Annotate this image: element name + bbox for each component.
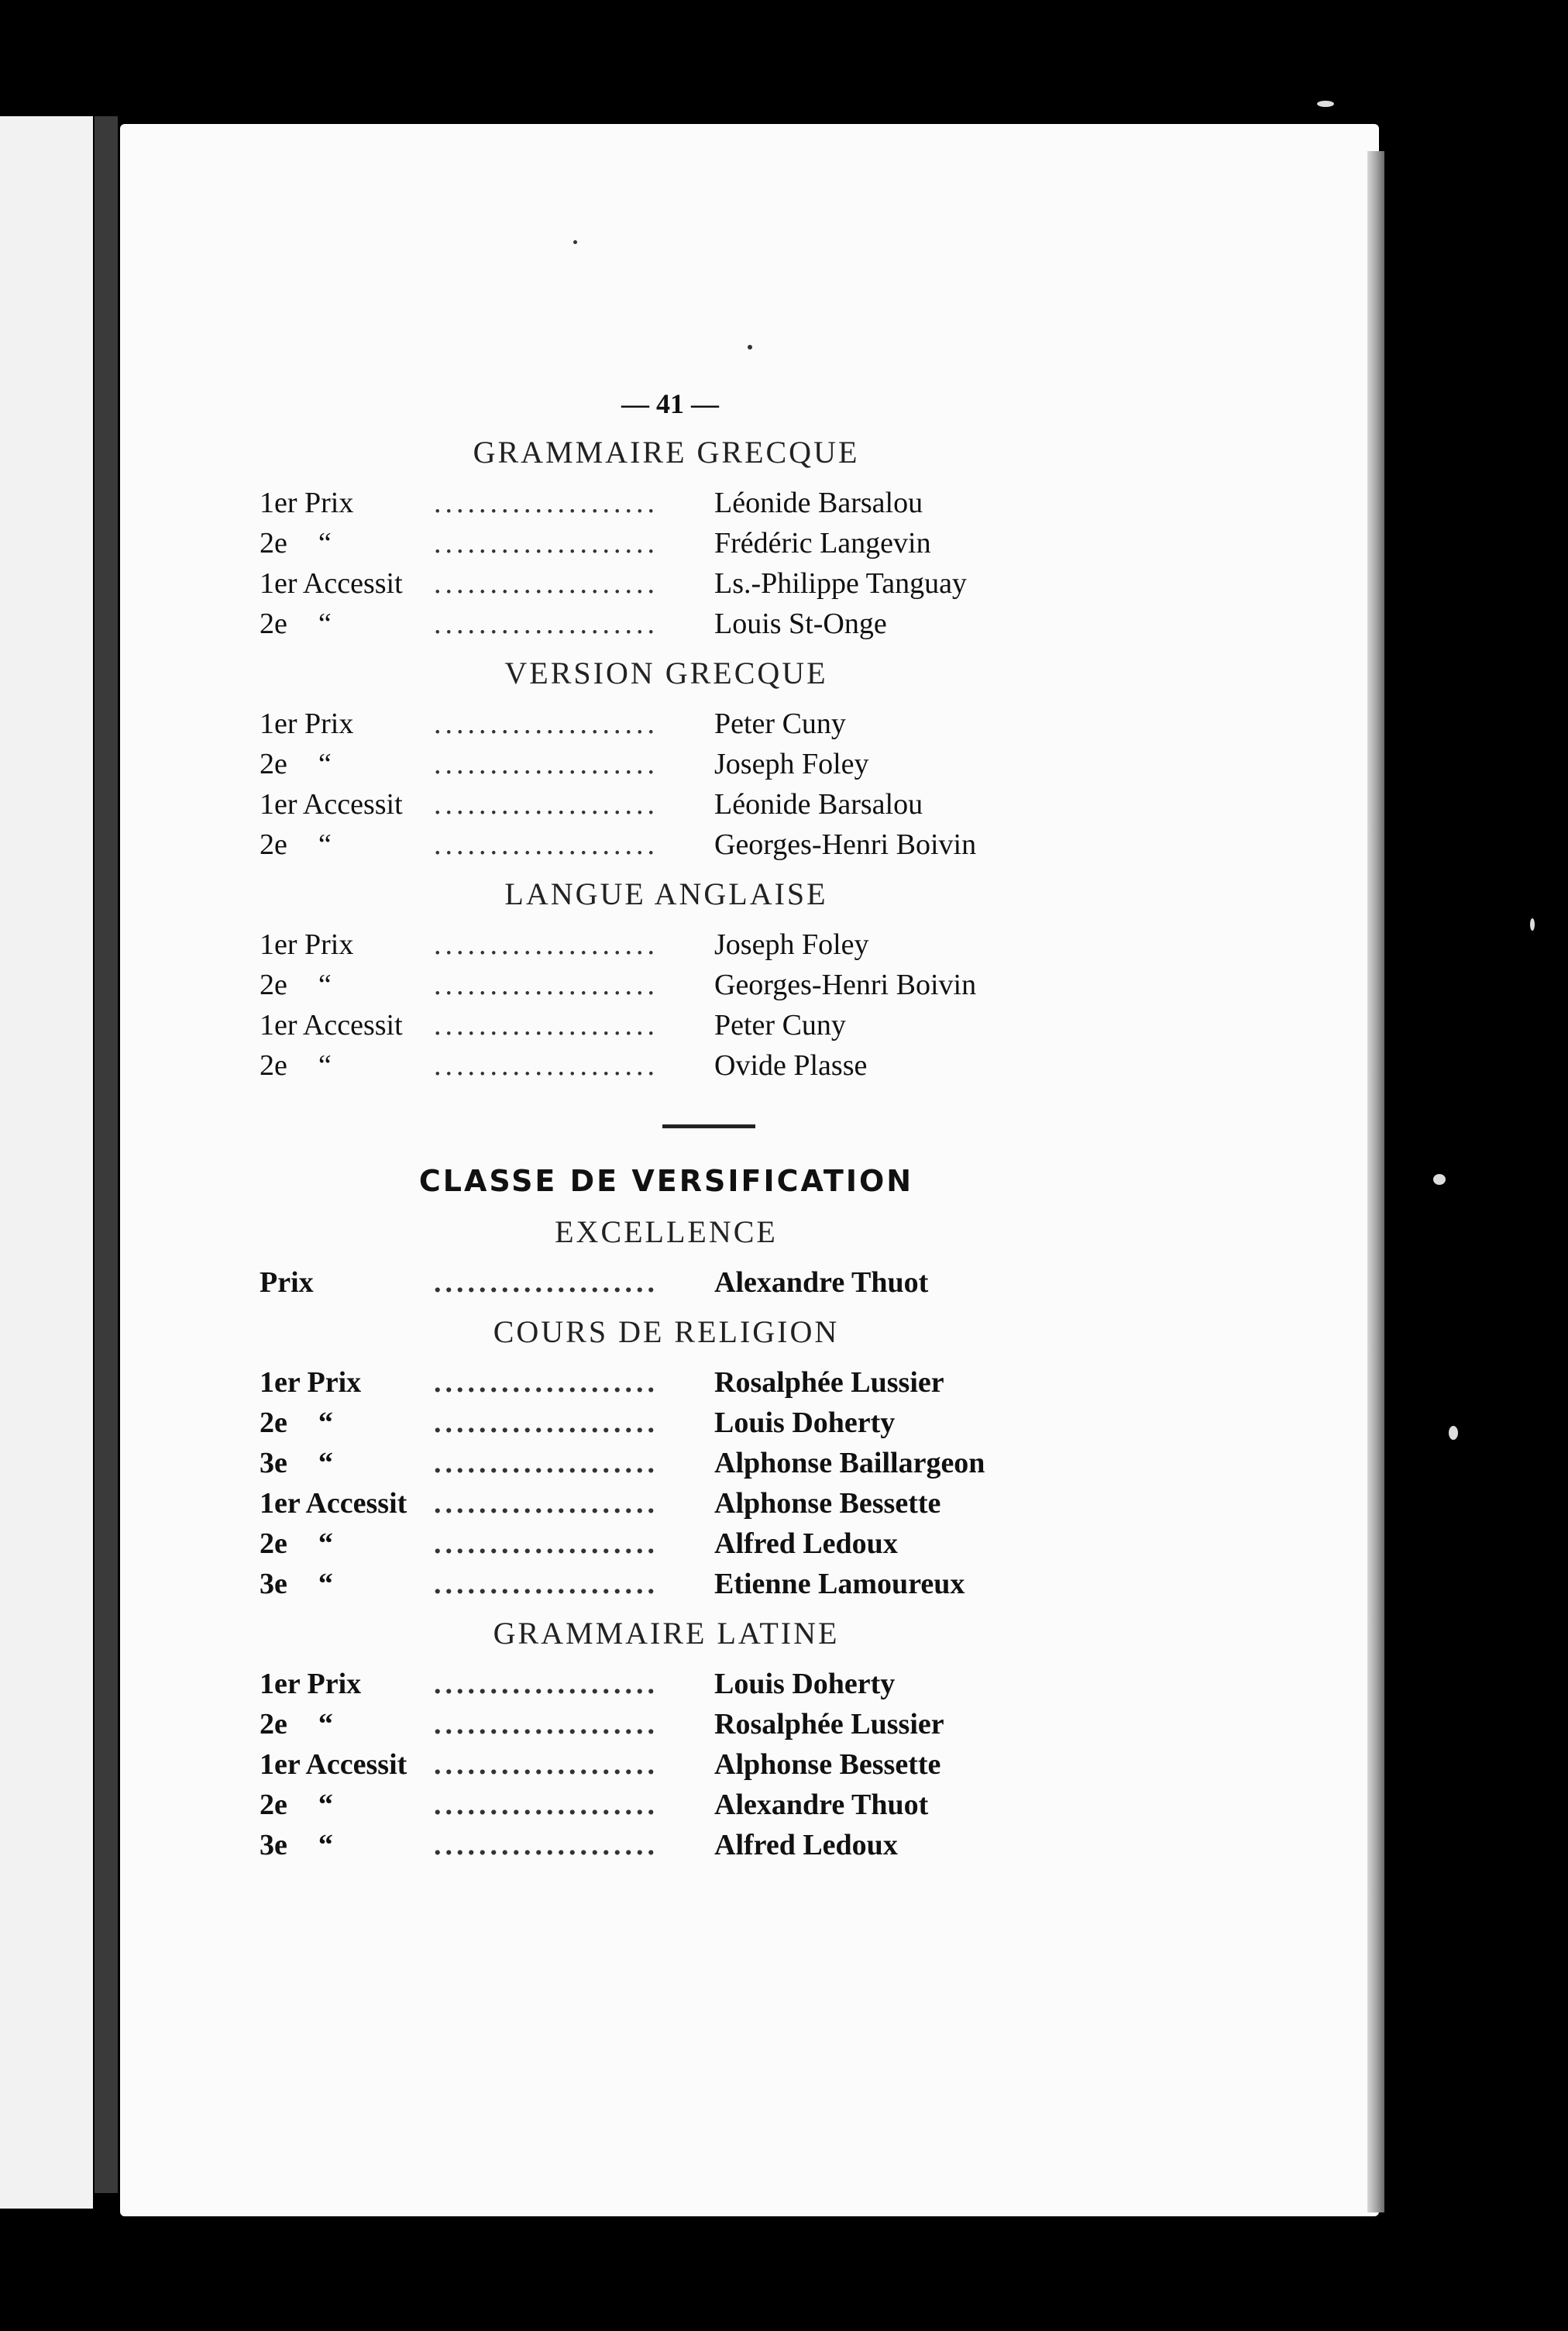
award-rank-label: 1er Prix bbox=[260, 1366, 362, 1399]
award-row bbox=[260, 924, 1073, 965]
leader-dots: .................... bbox=[434, 708, 658, 740]
ditto-mark: “ bbox=[318, 1708, 333, 1741]
adjacent-page-left bbox=[0, 116, 93, 2209]
page-edge bbox=[1367, 151, 1384, 2212]
leader-dots: .................... bbox=[434, 1009, 658, 1042]
scan-speck bbox=[573, 240, 577, 244]
leader-dots: .................... bbox=[434, 487, 658, 519]
recipient-name: Frédéric Langevin bbox=[714, 527, 931, 560]
award-list bbox=[260, 483, 1073, 644]
section-divider-rule bbox=[662, 1124, 755, 1128]
recipient-name: Georges-Henri Boivin bbox=[714, 969, 977, 1001]
award-rank bbox=[260, 1785, 434, 1825]
award-rank-label: 2e bbox=[260, 1789, 287, 1821]
ditto-mark: “ bbox=[318, 969, 332, 1001]
award-rank bbox=[260, 483, 434, 523]
recipient-name: Alphonse Bessette bbox=[714, 1748, 941, 1781]
award-rank-label: 3e bbox=[260, 1829, 287, 1861]
leader-dots: .................... bbox=[434, 1266, 658, 1299]
leader-dots: .................... bbox=[434, 567, 658, 600]
award-rank bbox=[260, 825, 434, 865]
award-row bbox=[260, 1443, 1073, 1483]
scan-speck bbox=[1530, 918, 1535, 931]
page-content bbox=[260, 387, 1073, 1865]
sections-bottom bbox=[260, 1214, 1073, 1865]
recipient-name: Peter Cuny bbox=[714, 1009, 846, 1042]
award-rank-label: 1er Prix bbox=[260, 487, 354, 519]
book-spine bbox=[95, 116, 118, 2193]
award-rank-label: 1er Prix bbox=[260, 1668, 362, 1700]
leader-dots: .................... bbox=[434, 1829, 658, 1861]
award-rank bbox=[260, 965, 434, 1005]
ditto-mark: “ bbox=[318, 608, 332, 640]
award-rank-label: 2e bbox=[260, 1049, 287, 1082]
leader-dots: .................... bbox=[434, 1568, 658, 1600]
award-rank-label: 2e bbox=[260, 527, 287, 560]
ditto-mark: “ bbox=[318, 1527, 333, 1560]
ditto-mark: “ bbox=[318, 828, 332, 861]
section-title: VERSION GRECQUE bbox=[504, 656, 828, 690]
leader-dots: .................... bbox=[434, 1487, 658, 1520]
award-row bbox=[260, 1403, 1073, 1443]
award-rank-label: Prix bbox=[260, 1266, 314, 1299]
class-title: CLASSE DE VERSIFICATION bbox=[418, 1164, 914, 1198]
award-row bbox=[260, 1262, 1073, 1303]
leader-dots: .................... bbox=[434, 1789, 658, 1821]
ditto-mark: “ bbox=[318, 1829, 333, 1861]
award-rank bbox=[260, 563, 434, 604]
award-rank bbox=[260, 784, 434, 825]
leader-dots: .................... bbox=[434, 1366, 658, 1399]
award-rank-label: 2e bbox=[260, 748, 287, 780]
section-title: EXCELLENCE bbox=[555, 1214, 778, 1249]
leader-dots: .................... bbox=[434, 1407, 658, 1439]
recipient-name: Louis Doherty bbox=[714, 1668, 896, 1700]
award-rank bbox=[260, 1744, 434, 1785]
award-row bbox=[260, 1785, 1073, 1825]
award-row bbox=[260, 563, 1073, 604]
award-rank bbox=[260, 1704, 434, 1744]
ditto-mark: “ bbox=[318, 1407, 333, 1439]
section-title: GRAMMAIRE LATINE bbox=[493, 1616, 840, 1651]
award-rank-label: 2e bbox=[260, 1527, 287, 1560]
award-rank bbox=[260, 523, 434, 563]
page-number: — 41 — bbox=[621, 388, 719, 419]
section-title: GRAMMAIRE GRECQUE bbox=[473, 435, 860, 470]
award-row bbox=[260, 744, 1073, 784]
award-row bbox=[260, 1524, 1073, 1564]
award-rank-label: 1er Prix bbox=[260, 708, 354, 740]
section-title: LANGUE ANGLAISE bbox=[504, 876, 828, 911]
recipient-name: Etienne Lamoureux bbox=[714, 1568, 965, 1600]
recipient-name: Ls.-Philippe Tanguay bbox=[714, 567, 967, 600]
award-rank-label: 2e bbox=[260, 1708, 287, 1741]
leader-dots: .................... bbox=[434, 527, 658, 560]
scan-speck bbox=[748, 345, 752, 349]
recipient-name: Léonide Barsalou bbox=[714, 788, 923, 821]
award-rank-label: 3e bbox=[260, 1568, 287, 1600]
recipient-name: Georges-Henri Boivin bbox=[714, 828, 977, 861]
ditto-mark: “ bbox=[318, 748, 332, 780]
award-list bbox=[260, 1362, 1073, 1604]
award-list bbox=[260, 704, 1073, 865]
recipient-name: Rosalphée Lussier bbox=[714, 1366, 944, 1399]
award-rank bbox=[260, 1483, 434, 1524]
award-list bbox=[260, 1664, 1073, 1865]
leader-dots: .................... bbox=[434, 1748, 658, 1781]
award-rank bbox=[260, 1664, 434, 1704]
recipient-name: Alfred Ledoux bbox=[714, 1527, 898, 1560]
award-rank-label: 1er Accessit bbox=[260, 1009, 403, 1042]
award-row bbox=[260, 1483, 1073, 1524]
leader-dots: .................... bbox=[434, 1447, 658, 1479]
award-rank-label: 1er Accessit bbox=[260, 788, 403, 821]
award-rank bbox=[260, 1825, 434, 1865]
recipient-name: Louis Doherty bbox=[714, 1407, 896, 1439]
award-list bbox=[260, 1262, 1073, 1303]
leader-dots: .................... bbox=[434, 969, 658, 1001]
award-rank bbox=[260, 1403, 434, 1443]
ditto-mark: “ bbox=[318, 1789, 333, 1821]
award-rank-label: 2e bbox=[260, 1407, 287, 1439]
recipient-name: Louis St-Onge bbox=[714, 608, 887, 640]
recipient-name: Alfred Ledoux bbox=[714, 1829, 898, 1861]
award-rank bbox=[260, 1005, 434, 1045]
recipient-name: Alphonse Bessette bbox=[714, 1487, 941, 1520]
award-row bbox=[260, 784, 1073, 825]
award-rank bbox=[260, 704, 434, 744]
award-rank-label: 1er Prix bbox=[260, 928, 354, 961]
award-row bbox=[260, 1045, 1073, 1086]
leader-dots: .................... bbox=[434, 1708, 658, 1741]
ditto-mark: “ bbox=[318, 1568, 333, 1600]
award-rank bbox=[260, 1564, 434, 1604]
award-row bbox=[260, 1664, 1073, 1704]
leader-dots: .................... bbox=[434, 608, 658, 640]
award-row bbox=[260, 1362, 1073, 1403]
leader-dots: .................... bbox=[434, 788, 658, 821]
leader-dots: .................... bbox=[434, 1527, 658, 1560]
recipient-name: Joseph Foley bbox=[714, 928, 869, 961]
award-rank-label: 1er Accessit bbox=[260, 1487, 407, 1520]
award-rank-label: 2e bbox=[260, 969, 287, 1001]
award-rank-label: 1er Accessit bbox=[260, 1748, 407, 1781]
award-row bbox=[260, 1744, 1073, 1785]
leader-dots: .................... bbox=[434, 1668, 658, 1700]
award-rank bbox=[260, 1524, 434, 1564]
recipient-name: Léonide Barsalou bbox=[714, 487, 923, 519]
ditto-mark: “ bbox=[318, 527, 332, 560]
ditto-mark: “ bbox=[318, 1447, 333, 1479]
ditto-mark: “ bbox=[318, 1049, 332, 1082]
award-rank-label: 3e bbox=[260, 1447, 287, 1479]
award-row bbox=[260, 825, 1073, 865]
award-row bbox=[260, 704, 1073, 744]
award-rank-label: 2e bbox=[260, 608, 287, 640]
award-list bbox=[260, 924, 1073, 1086]
recipient-name: Alphonse Baillargeon bbox=[714, 1447, 985, 1479]
award-row bbox=[260, 965, 1073, 1005]
award-row bbox=[260, 1005, 1073, 1045]
award-row bbox=[260, 1825, 1073, 1865]
award-rank bbox=[260, 604, 434, 644]
leader-dots: .................... bbox=[434, 1049, 658, 1082]
sections-top bbox=[260, 434, 1073, 1086]
scan-speck bbox=[1433, 1174, 1446, 1185]
award-row bbox=[260, 1564, 1073, 1604]
recipient-name: Joseph Foley bbox=[714, 748, 869, 780]
award-rank-label: 1er Accessit bbox=[260, 567, 403, 600]
award-rank bbox=[260, 744, 434, 784]
award-rank bbox=[260, 1443, 434, 1483]
award-row bbox=[260, 1704, 1073, 1744]
recipient-name: Alexandre Thuot bbox=[714, 1266, 929, 1299]
recipient-name: Alexandre Thuot bbox=[714, 1789, 929, 1821]
award-rank bbox=[260, 1362, 434, 1403]
leader-dots: .................... bbox=[434, 828, 658, 861]
award-rank bbox=[260, 1262, 434, 1303]
section-title: COURS DE RELIGION bbox=[493, 1314, 840, 1349]
leader-dots: .................... bbox=[434, 748, 658, 780]
award-row bbox=[260, 523, 1073, 563]
scan-speck bbox=[1449, 1426, 1458, 1440]
award-rank bbox=[260, 924, 434, 965]
scan-speck bbox=[1317, 101, 1334, 107]
award-rank bbox=[260, 1045, 434, 1086]
award-rank-label: 2e bbox=[260, 828, 287, 861]
award-row bbox=[260, 483, 1073, 523]
recipient-name: Rosalphée Lussier bbox=[714, 1708, 944, 1741]
leader-dots: .................... bbox=[434, 928, 658, 961]
recipient-name: Peter Cuny bbox=[714, 708, 846, 740]
recipient-name: Ovide Plasse bbox=[714, 1049, 868, 1082]
award-row bbox=[260, 604, 1073, 644]
